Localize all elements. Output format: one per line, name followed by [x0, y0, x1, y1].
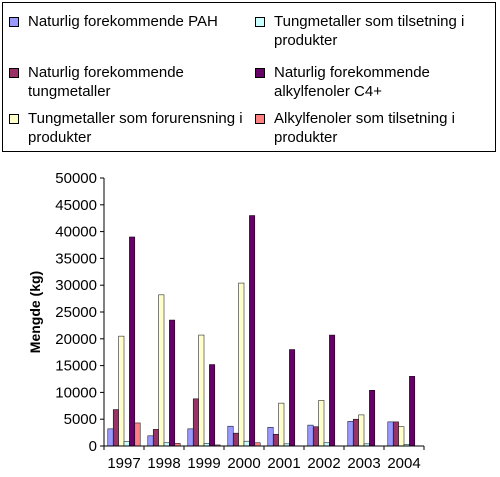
bar [348, 421, 353, 446]
bar [244, 441, 249, 446]
y-tick-label: 20000 [55, 330, 97, 348]
legend-item [9, 63, 244, 101]
legend-item [9, 109, 244, 147]
bar [239, 283, 244, 446]
x-tick-label: 2004 [387, 455, 421, 472]
bar-group [108, 237, 140, 446]
bar [353, 419, 358, 446]
bar [124, 442, 129, 446]
bar [279, 403, 284, 446]
legend-item [255, 63, 490, 101]
bar [329, 335, 334, 446]
legend-label: Naturlig forekommende tungmetaller [28, 64, 184, 100]
legend-label: Tungmetaller som forurensning i produkter [28, 110, 243, 146]
y-tick-label: 45000 [55, 196, 97, 214]
bar [388, 422, 393, 446]
y-tick-label: 50000 [55, 170, 97, 187]
bar [359, 415, 364, 446]
x-tick-label: 2000 [227, 455, 261, 472]
y-axis-ticks [55, 170, 104, 455]
x-tick-label: 1997 [107, 455, 141, 472]
bar [169, 320, 174, 446]
legend-swatch [255, 17, 265, 27]
bar-group [228, 216, 260, 446]
bar-group [148, 295, 180, 446]
bar [399, 427, 404, 446]
x-tick-label: 2002 [307, 455, 341, 472]
bar-groups [108, 216, 415, 446]
legend-swatch [9, 114, 19, 124]
bar [148, 436, 153, 446]
y-tick-label: 10000 [55, 384, 97, 402]
bar [313, 427, 318, 446]
legend-label: Naturlig forekommende PAH [28, 13, 218, 30]
bar [113, 410, 118, 446]
bar-group [268, 350, 295, 446]
legend-item [9, 12, 244, 31]
bar [273, 434, 278, 446]
legend-swatch [255, 114, 265, 124]
legend-swatch [9, 17, 19, 27]
bar [409, 376, 414, 446]
y-tick-label: 40000 [55, 223, 97, 241]
bar-group [188, 335, 220, 446]
bar-chart [0, 160, 500, 477]
bar-group [308, 335, 335, 446]
y-tick-label: 5000 [63, 411, 97, 429]
bar [129, 237, 134, 446]
bar [193, 399, 198, 446]
bar [209, 365, 214, 446]
bar [268, 427, 273, 446]
legend-label: Naturlig forekommende alkylfenoler C4+ [274, 64, 430, 100]
bar [393, 422, 398, 446]
x-tick-label: 1999 [187, 455, 221, 472]
chart-legend [2, 2, 496, 152]
bar [369, 390, 374, 446]
bar [289, 350, 294, 446]
legend-swatch [9, 68, 19, 78]
y-tick-label: 30000 [55, 277, 97, 295]
bar [153, 429, 158, 446]
y-tick-label: 0 [88, 438, 97, 455]
x-tick-label: 2003 [347, 455, 381, 472]
y-tick-label: 15000 [55, 357, 97, 375]
bar [319, 400, 324, 446]
x-tick-label: 1998 [147, 455, 181, 472]
y-axis-label: Mengde (kg) [27, 270, 43, 354]
y-tick-label: 35000 [55, 250, 97, 268]
bar [249, 216, 254, 446]
bar-group [388, 376, 415, 446]
legend-item [255, 12, 490, 50]
bar-group [348, 390, 375, 446]
bar [135, 423, 140, 446]
legend-item [255, 109, 490, 147]
y-tick-label: 25000 [55, 304, 97, 321]
bar [188, 429, 193, 446]
x-axis-ticks [104, 446, 424, 472]
bar [108, 429, 113, 446]
bar [308, 425, 313, 446]
x-tick-label: 2001 [267, 455, 301, 472]
bar [233, 433, 238, 446]
legend-label: Alkylfenoler som tilsetning i produkter [274, 110, 455, 146]
bar [119, 336, 124, 446]
bar [199, 335, 204, 446]
legend-swatch [255, 68, 265, 78]
bar [228, 426, 233, 446]
legend-label: Tungmetaller som tilsetning i produkter [274, 13, 465, 49]
bar [159, 295, 164, 446]
